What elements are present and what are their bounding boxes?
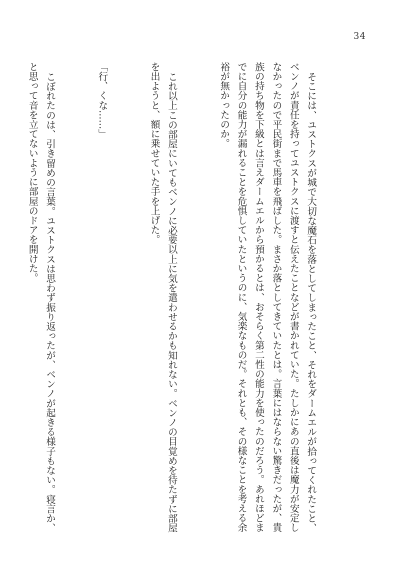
page-number: 34 <box>353 32 366 42</box>
vertical-text-body <box>26 62 354 534</box>
paragraph: こぼれたのは、引き留めの言葉。ユストクスは思わず振り返ったが、ベンノが起きる様子もない。寝言か、と思って音を立てないように部屋のドアを開けた。 <box>26 62 56 533</box>
paragraph: これ以上この部屋にいてもベンノに必要以上に気を遣わせるかも知れない。ベンノの目覚めを待たずに部屋を出ようと、額に乗せていた手を上げた。 <box>148 62 177 533</box>
dialogue-line: 「行、くな……」 <box>96 62 108 139</box>
paragraph: そこには、ユストクスが城で大切な魔石を落としてしまったこと、それをダームエルが拾ってくれたこと、ベンノが責任を持ってユストクスに渡すと伝えたことなどが書かれていた。たしかにあの直後は魔力が安定しなかったので平民街まで馬車を飛ばした。まさか落としてきていたとは。言葉にはならない驚きだったが、貴族の持ち物を下級とは言えダームエルから預かるとは、おそらく第二性の能力を使ったのだろう。あれほどまでに自分の能力が漏れることを危惧していたというのに、気楽なものだ。それとも、その様なことを考える余裕が無かったのか。 <box>218 62 317 533</box>
